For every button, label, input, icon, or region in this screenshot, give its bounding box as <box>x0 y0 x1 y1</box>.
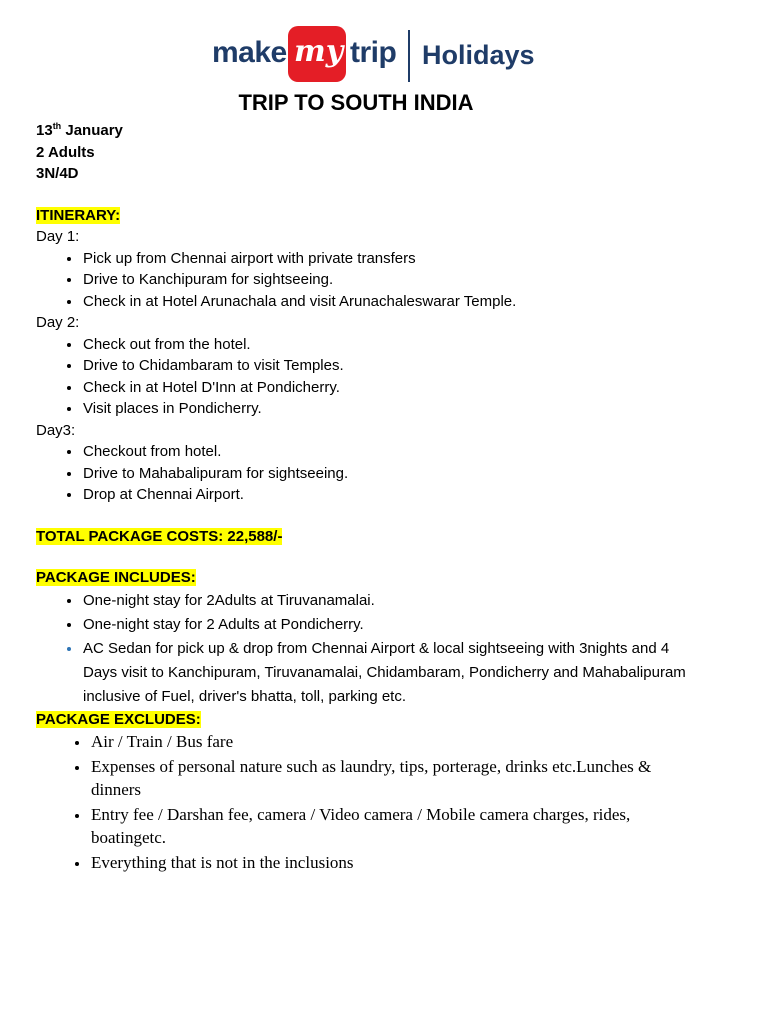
logo-my-text: my <box>294 34 344 69</box>
list-item: • Drop at Chennai Airport. <box>82 484 696 506</box>
list-item: • One-night stay for 2Adults at Tiruvanamalai. <box>82 589 696 613</box>
logo-my-badge <box>288 26 346 82</box>
itinerary-heading <box>36 205 696 227</box>
document-body <box>36 120 696 876</box>
includes-list <box>36 589 696 709</box>
day-1-label: Day 1: <box>36 228 80 245</box>
page-title: TRIP TO SOUTH INDIA <box>238 90 474 115</box>
logo-divider <box>408 30 410 82</box>
list-item: • Check out from the hotel. <box>82 334 696 356</box>
total-cost <box>36 526 696 548</box>
logo-holidays-text: Holidays <box>422 40 535 70</box>
day-2-label: Day 2: <box>36 314 80 331</box>
date-suffix: th <box>52 121 62 131</box>
list-item: • Entry fee / Darshan fee, camera / Video camera / Mobile camera charges, rides, boatingetc. <box>90 803 696 849</box>
list-item: • Air / Train / Bus fare <box>90 730 696 753</box>
list-item: • Drive to Kanchipuram for sightseeing. <box>82 269 696 291</box>
logo-make-text: make <box>212 36 287 69</box>
day-3-list <box>36 441 696 506</box>
excludes-list <box>36 730 696 874</box>
excludes-heading-text: PACKAGE EXCLUDES: <box>36 710 201 728</box>
list-item: • Visit places in Pondicherry. <box>82 398 696 420</box>
list-item: • Check in at Hotel D'Inn at Pondicherry. <box>82 377 696 399</box>
list-item: • Drive to Chidambaram to visit Temples. <box>82 355 696 377</box>
day-1-list <box>36 248 696 313</box>
total-cost-text: TOTAL PACKAGE COSTS: 22,588/- <box>36 527 283 545</box>
day-3-label: Day3: <box>36 421 76 439</box>
list-item: • Expenses of personal nature such as laundry, tips, porterage, drinks etc.Lunches & dinners <box>90 755 696 801</box>
includes-heading <box>36 567 696 589</box>
trip-duration: 3N/4D <box>36 165 79 182</box>
list-item: • Checkout from hotel. <box>82 441 696 463</box>
list-item: • AC Sedan for pick up & drop from Chennai Airport & local sightseeing with 3nights and 4 Days visit to Kanchipuram, Tiruvanamalai, Chidambaram, Pondicherry and Mahabalipuram inclusive of Fuel, driver's bhatta, toll, parking etc. <box>82 637 696 709</box>
date-day: 13 <box>36 122 53 139</box>
list-item: • Check in at Hotel Arunachala and visit Arunachaleswarar Temple. <box>82 291 696 313</box>
list-item: • Everything that is not in the inclusions <box>90 851 696 874</box>
trip-adults: 2 Adults <box>36 143 95 161</box>
logo-trip-text: trip <box>350 36 397 69</box>
date-month: January <box>65 122 123 139</box>
includes-heading-text: PACKAGE INCLUDES: <box>36 569 196 586</box>
trip-date <box>36 120 696 142</box>
list-item: • Drive to Mahabalipuram for sightseeing. <box>82 463 696 485</box>
list-item: • One-night stay for 2 Adults at Pondicherry. <box>82 613 696 637</box>
excludes-heading <box>36 709 696 731</box>
list-item: • Pick up from Chennai airport with private transfers <box>82 248 696 270</box>
itinerary-heading-text: ITINERARY: <box>36 206 121 224</box>
day-2-list <box>36 334 696 420</box>
